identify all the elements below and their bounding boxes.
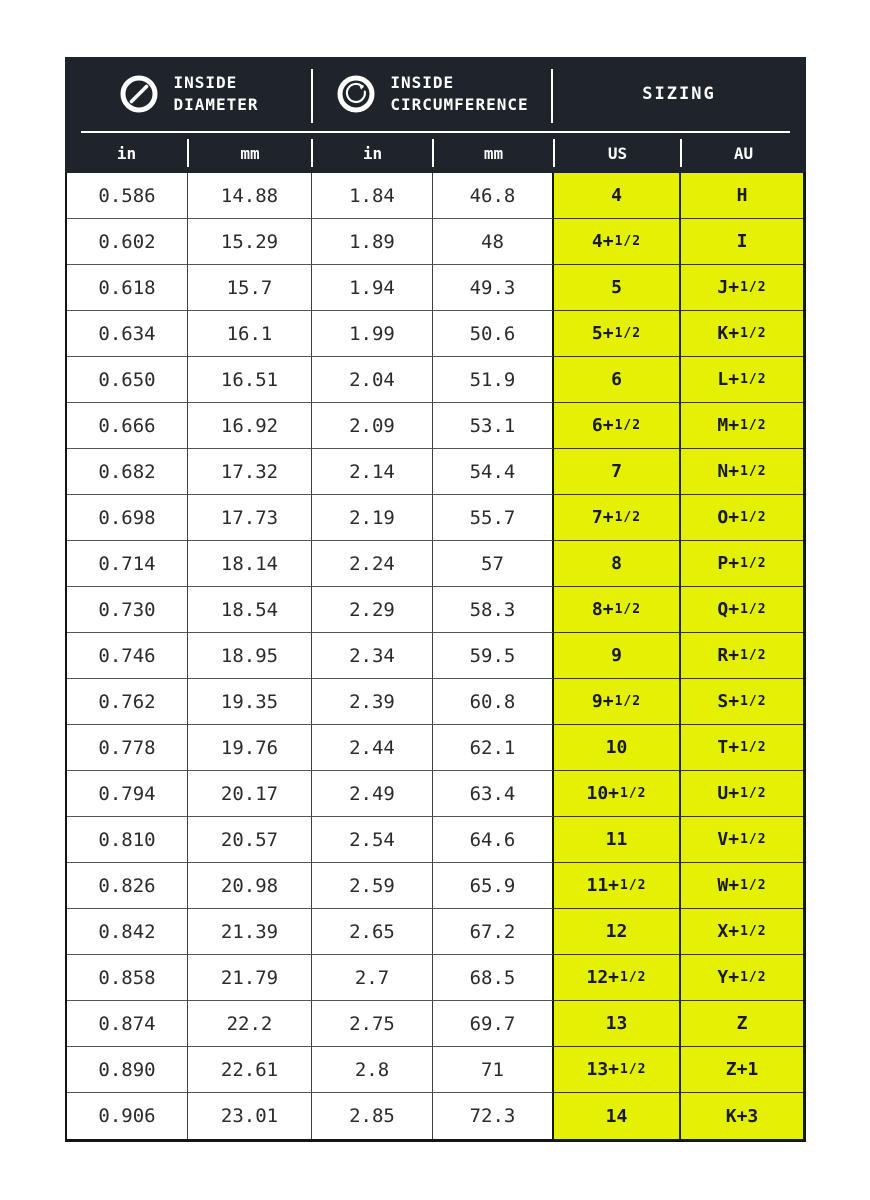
cell-size-au: X+ 1/2 — [681, 909, 803, 955]
table-row — [67, 863, 803, 909]
table-row — [67, 219, 803, 265]
cell-circumference-mm: 48 — [433, 219, 554, 265]
cell-diameter-mm: 18.95 — [188, 633, 312, 679]
header-group-inside-circumference — [312, 57, 552, 131]
cell-circumference-mm: 58.3 — [433, 587, 554, 633]
cell-diameter-mm: 17.32 — [188, 449, 312, 495]
cell-diameter-mm: 19.76 — [188, 725, 312, 771]
cell-circumference-in: 1.84 — [312, 173, 433, 219]
cell-size-us: 10+ 1/2 — [554, 771, 681, 817]
cell-size-au: O+ 1/2 — [681, 495, 803, 541]
cell-circumference-mm: 69.7 — [433, 1001, 554, 1047]
label-line: INSIDE — [173, 73, 238, 93]
cell-diameter-in: 0.698 — [67, 495, 188, 541]
cell-diameter-mm: 16.51 — [188, 357, 312, 403]
cell-diameter-in: 0.810 — [67, 817, 188, 863]
cell-size-us: 14 — [554, 1093, 681, 1139]
table-row — [67, 1093, 803, 1139]
cell-diameter-mm: 21.39 — [188, 909, 312, 955]
cell-circumference-in: 1.94 — [312, 265, 433, 311]
cell-diameter-mm: 22.2 — [188, 1001, 312, 1047]
cell-size-au: Y+ 1/2 — [681, 955, 803, 1001]
cell-circumference-mm: 57 — [433, 541, 554, 587]
ring-size-chart — [65, 57, 806, 1142]
table-row — [67, 633, 803, 679]
cell-size-au: K+ 1/2 — [681, 311, 803, 357]
cell-size-us: 13 — [554, 1001, 681, 1047]
table-row — [67, 587, 803, 633]
cell-circumference-in: 2.54 — [312, 817, 433, 863]
label-line: CIRCUMFERENCE — [390, 95, 529, 114]
cell-diameter-in: 0.682 — [67, 449, 188, 495]
label-line: DIAMETER — [173, 95, 259, 114]
cell-size-au: N+ 1/2 — [681, 449, 803, 495]
cell-circumference-in: 2.04 — [312, 357, 433, 403]
cell-size-us: 6 — [554, 357, 681, 403]
cell-circumference-in: 2.8 — [312, 1047, 433, 1093]
table-row — [67, 541, 803, 587]
cell-diameter-in: 0.714 — [67, 541, 188, 587]
cell-size-us: 9+ 1/2 — [554, 679, 681, 725]
table-row — [67, 771, 803, 817]
cell-circumference-in: 2.24 — [312, 541, 433, 587]
cell-diameter-in: 0.746 — [67, 633, 188, 679]
cell-size-us: 12+ 1/2 — [554, 955, 681, 1001]
subheader-mm-1: mm — [188, 133, 312, 173]
table-row — [67, 265, 803, 311]
cell-diameter-in: 0.794 — [67, 771, 188, 817]
cell-diameter-mm: 22.61 — [188, 1047, 312, 1093]
header-group-sizing — [552, 57, 806, 131]
table-row — [67, 1001, 803, 1047]
cell-size-us: 8 — [554, 541, 681, 587]
cell-diameter-in: 0.618 — [67, 265, 188, 311]
cell-diameter-in: 0.602 — [67, 219, 188, 265]
cell-diameter-mm: 23.01 — [188, 1093, 312, 1139]
cell-diameter-mm: 20.98 — [188, 863, 312, 909]
cell-circumference-mm: 49.3 — [433, 265, 554, 311]
table-row — [67, 725, 803, 771]
cell-circumference-mm: 51.9 — [433, 357, 554, 403]
cell-size-au: V+ 1/2 — [681, 817, 803, 863]
cell-circumference-in: 2.29 — [312, 587, 433, 633]
cell-size-us: 6+ 1/2 — [554, 403, 681, 449]
cell-circumference-in: 1.89 — [312, 219, 433, 265]
cell-size-au: J+ 1/2 — [681, 265, 803, 311]
cell-circumference-in: 2.59 — [312, 863, 433, 909]
cell-diameter-in: 0.666 — [67, 403, 188, 449]
header-group-label — [173, 72, 258, 115]
table-row — [67, 679, 803, 725]
cell-diameter-mm: 21.79 — [188, 955, 312, 1001]
cell-size-au: M+ 1/2 — [681, 403, 803, 449]
header-group-row — [65, 57, 806, 131]
cell-circumference-mm: 62.1 — [433, 725, 554, 771]
cell-size-us: 11+ 1/2 — [554, 863, 681, 909]
cell-size-au: R+ 1/2 — [681, 633, 803, 679]
cell-size-au: U+ 1/2 — [681, 771, 803, 817]
cell-circumference-mm: 53.1 — [433, 403, 554, 449]
cell-size-au: K+3 — [681, 1093, 803, 1139]
cell-diameter-in: 0.762 — [67, 679, 188, 725]
table-body — [65, 173, 806, 1142]
cell-diameter-in: 0.650 — [67, 357, 188, 403]
cell-size-au: T+ 1/2 — [681, 725, 803, 771]
cell-size-au: Q+ 1/2 — [681, 587, 803, 633]
cell-circumference-in: 2.75 — [312, 1001, 433, 1047]
cell-size-us: 8+ 1/2 — [554, 587, 681, 633]
cell-diameter-mm: 14.88 — [188, 173, 312, 219]
cell-size-au: I — [681, 219, 803, 265]
subheader-mm-3: mm — [433, 133, 554, 173]
cell-size-us: 5 — [554, 265, 681, 311]
cell-diameter-in: 0.778 — [67, 725, 188, 771]
cell-diameter-mm: 19.35 — [188, 679, 312, 725]
cell-size-us: 5+ 1/2 — [554, 311, 681, 357]
subheader-au-5: AU — [733, 143, 754, 163]
cell-diameter-mm: 18.14 — [188, 541, 312, 587]
header-group-inside-diameter — [65, 57, 312, 131]
cell-diameter-mm: 20.57 — [188, 817, 312, 863]
cell-diameter-in: 0.858 — [67, 955, 188, 1001]
cell-size-us: 4+ 1/2 — [554, 219, 681, 265]
table-row — [67, 403, 803, 449]
cell-size-us: 11 — [554, 817, 681, 863]
header-group-label: SIZING — [642, 83, 716, 104]
cell-circumference-in: 2.34 — [312, 633, 433, 679]
cell-size-us: 4 — [554, 173, 681, 219]
cell-circumference-mm: 65.9 — [433, 863, 554, 909]
cell-circumference-in: 2.39 — [312, 679, 433, 725]
cell-circumference-in: 2.19 — [312, 495, 433, 541]
table-row — [67, 173, 803, 219]
subheader-in-2: in — [312, 133, 433, 173]
cell-circumference-in: 2.85 — [312, 1093, 433, 1139]
cell-circumference-mm: 63.4 — [433, 771, 554, 817]
cell-circumference-in: 2.65 — [312, 909, 433, 955]
label-line: INSIDE — [390, 73, 455, 93]
table-row — [67, 495, 803, 541]
cell-circumference-mm: 67.2 — [433, 909, 554, 955]
table-row — [67, 1047, 803, 1093]
cell-circumference-in: 2.09 — [312, 403, 433, 449]
cell-size-us: 9 — [554, 633, 681, 679]
cell-circumference-mm: 59.5 — [433, 633, 554, 679]
cell-size-us: 10 — [554, 725, 681, 771]
table-row — [67, 909, 803, 955]
cell-size-au: S+ 1/2 — [681, 679, 803, 725]
circumference-icon — [335, 73, 377, 115]
cell-diameter-in: 0.586 — [67, 173, 188, 219]
cell-circumference-mm: 71 — [433, 1047, 554, 1093]
cell-diameter-mm: 17.73 — [188, 495, 312, 541]
cell-circumference-mm: 68.5 — [433, 955, 554, 1001]
cell-diameter-in: 0.842 — [67, 909, 188, 955]
cell-circumference-in: 2.44 — [312, 725, 433, 771]
cell-circumference-mm: 64.6 — [433, 817, 554, 863]
cell-size-au: Z — [681, 1001, 803, 1047]
cell-size-au: Z+1 — [681, 1047, 803, 1093]
cell-size-au: L+ 1/2 — [681, 357, 803, 403]
cell-diameter-mm: 15.29 — [188, 219, 312, 265]
table-row — [67, 449, 803, 495]
cell-diameter-mm: 16.92 — [188, 403, 312, 449]
table-row — [67, 311, 803, 357]
subheader-us-4: US — [554, 133, 681, 173]
cell-diameter-in: 0.874 — [67, 1001, 188, 1047]
table-row — [67, 357, 803, 403]
cell-circumference-in: 2.7 — [312, 955, 433, 1001]
cell-diameter-in: 0.890 — [67, 1047, 188, 1093]
cell-diameter-in: 0.730 — [67, 587, 188, 633]
cell-diameter-mm: 15.7 — [188, 265, 312, 311]
table-row — [67, 817, 803, 863]
cell-size-us: 7 — [554, 449, 681, 495]
cell-circumference-mm: 54.4 — [433, 449, 554, 495]
table-header — [65, 57, 806, 173]
cell-size-au: H — [681, 173, 803, 219]
cell-diameter-in: 0.634 — [67, 311, 188, 357]
cell-circumference-in: 1.99 — [312, 311, 433, 357]
subheader-row — [65, 133, 806, 173]
cell-diameter-mm: 18.54 — [188, 587, 312, 633]
cell-size-us: 7+ 1/2 — [554, 495, 681, 541]
cell-circumference-in: 2.49 — [312, 771, 433, 817]
cell-circumference-mm: 55.7 — [433, 495, 554, 541]
cell-size-us: 12 — [554, 909, 681, 955]
cell-size-us: 13+ 1/2 — [554, 1047, 681, 1093]
cell-size-au: P+ 1/2 — [681, 541, 803, 587]
cell-diameter-mm: 20.17 — [188, 771, 312, 817]
cell-circumference-in: 2.14 — [312, 449, 433, 495]
cell-circumference-mm: 72.3 — [433, 1093, 554, 1139]
header-group-label — [390, 72, 528, 115]
cell-diameter-mm: 16.1 — [188, 311, 312, 357]
subheader-in-0: in — [65, 133, 188, 173]
cell-circumference-mm: 50.6 — [433, 311, 554, 357]
cell-circumference-mm: 60.8 — [433, 679, 554, 725]
cell-diameter-in: 0.826 — [67, 863, 188, 909]
cell-circumference-mm: 46.8 — [433, 173, 554, 219]
table-row — [67, 955, 803, 1001]
cell-size-au: W+ 1/2 — [681, 863, 803, 909]
diameter-icon — [118, 73, 160, 115]
cell-diameter-in: 0.906 — [67, 1093, 188, 1139]
